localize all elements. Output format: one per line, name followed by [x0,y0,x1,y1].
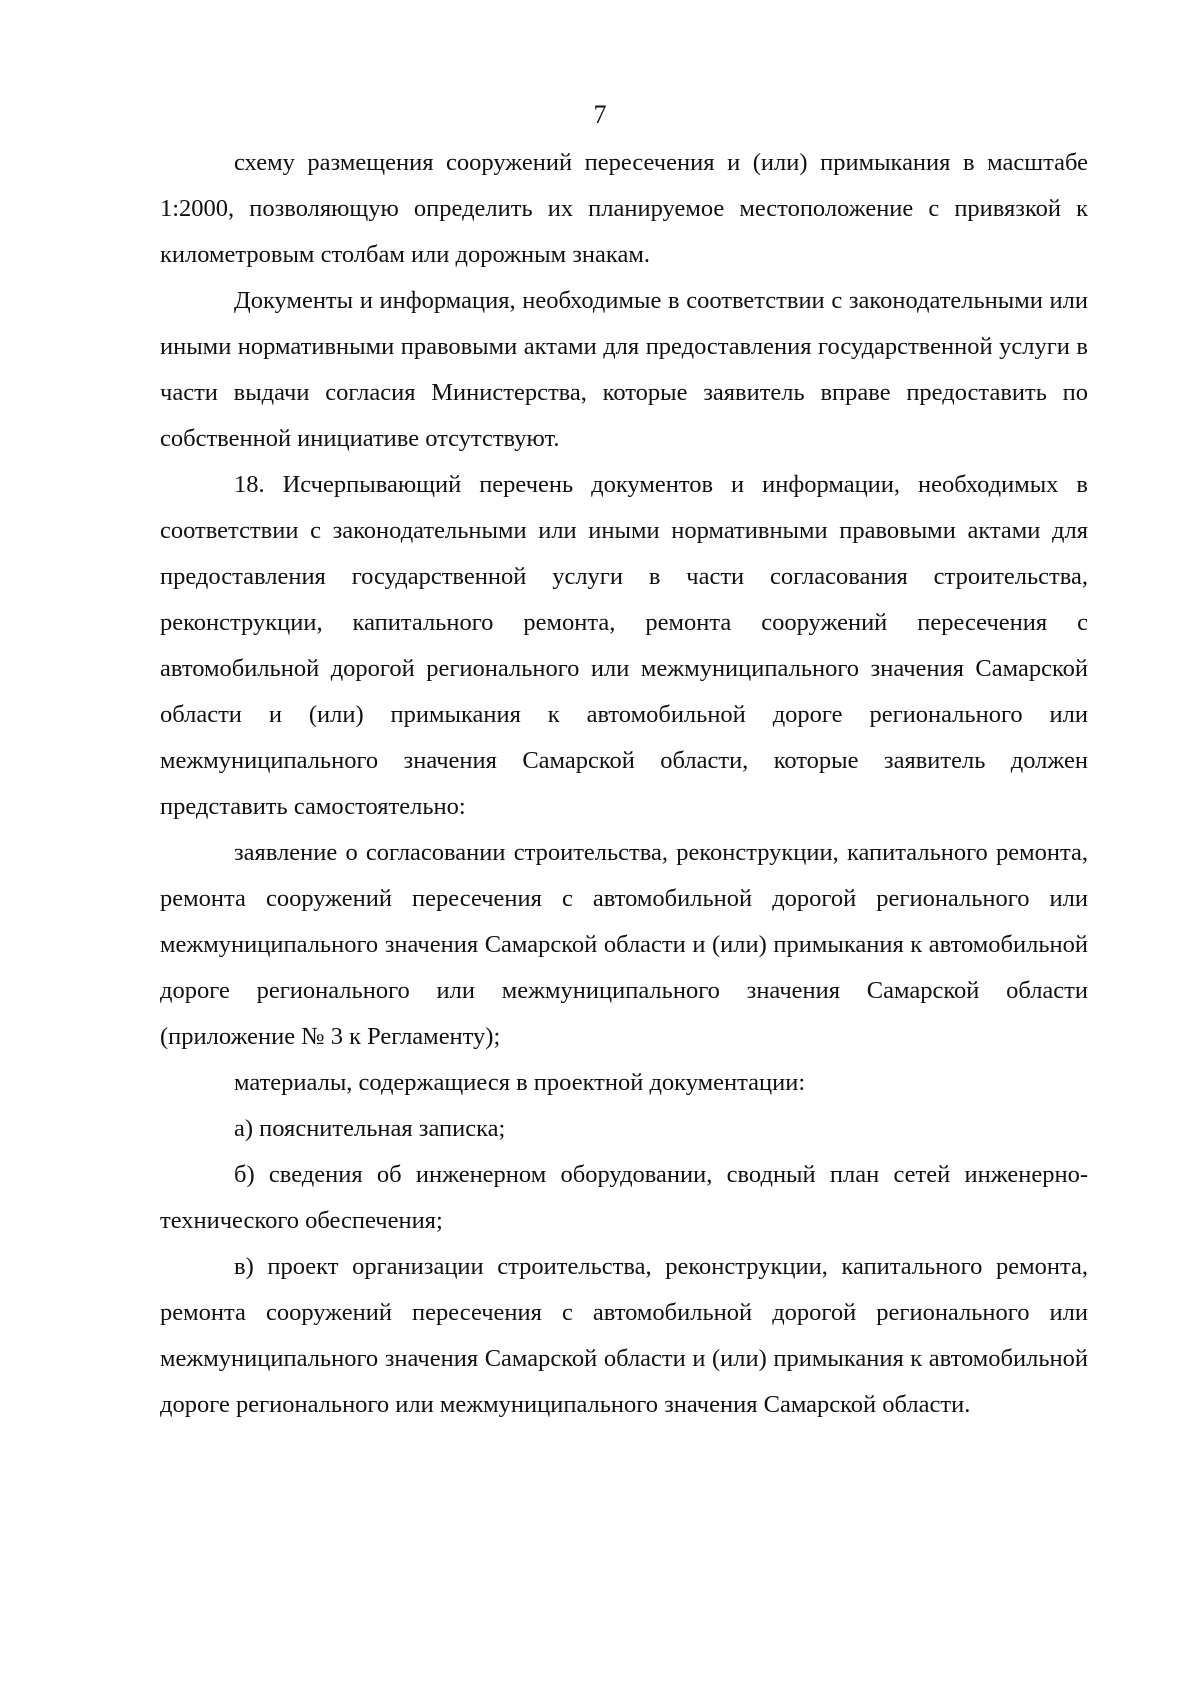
paragraph-materials: материалы, содержащиеся в проектной документации: [234,1069,806,1096]
paragraph-item-18: 18. Исчерпывающий перечень документов и информации, необходимых в соответствии с законодательными или иными нормативными правовыми актами для предоставления государственной услуги в части согласования строительства, реконструкции, капитального ремонта, ремонта сооружений пересечения с автомобильной дорогой регионального или межмуниципального значения Самарской области и (или) примыкания к автомобильной дороге регионального или межмуниципального значения Самарской области, которые заявитель должен представить самостоятельно: [160,471,1088,820]
list-item-a: а) пояснительная записка; [234,1115,506,1142]
page-number: 7 [593,100,607,129]
paragraph-schema: схему размещения сооружений пересечения и (или) примыкания в масштабе 1:2000, позволяющую определить их планируемое местоположение с привязкой к километровым столбам или дорожным знакам. [160,149,1088,268]
list-item-v: в) проект организации строительства, реконструкции, капитального ремонта, ремонта сооружений пересечения с автомобильной дорогой регионального или межмуниципального значения Самарской области и (или) примыкания к автомобильной дороге регионального или межмуниципального значения Самарской области. [160,1253,1088,1418]
paragraph-application: заявление о согласовании строительства, реконструкции, капитального ремонта, ремонта сооружений пересечения с автомобильной дорогой регионального или межмуниципального значения Самарской области и (или) примыкания к автомобильной дороге регионального или межмуниципального значения Самарской области (приложение № 3 к Регламенту); [160,839,1088,1050]
paragraph-documents-information: Документы и информация, необходимые в соответствии с законодательными или иными нормативными правовыми актами для предоставления государственной услуги в части выдачи согласия Министерства, которые заявитель вправе предоставить по собственной инициативе отсутствуют. [160,287,1088,452]
document-body [160,140,1088,1428]
list-item-b: б) сведения об инженерном оборудовании, сводный план сетей инженерно-технического обеспечения; [160,1161,1088,1234]
